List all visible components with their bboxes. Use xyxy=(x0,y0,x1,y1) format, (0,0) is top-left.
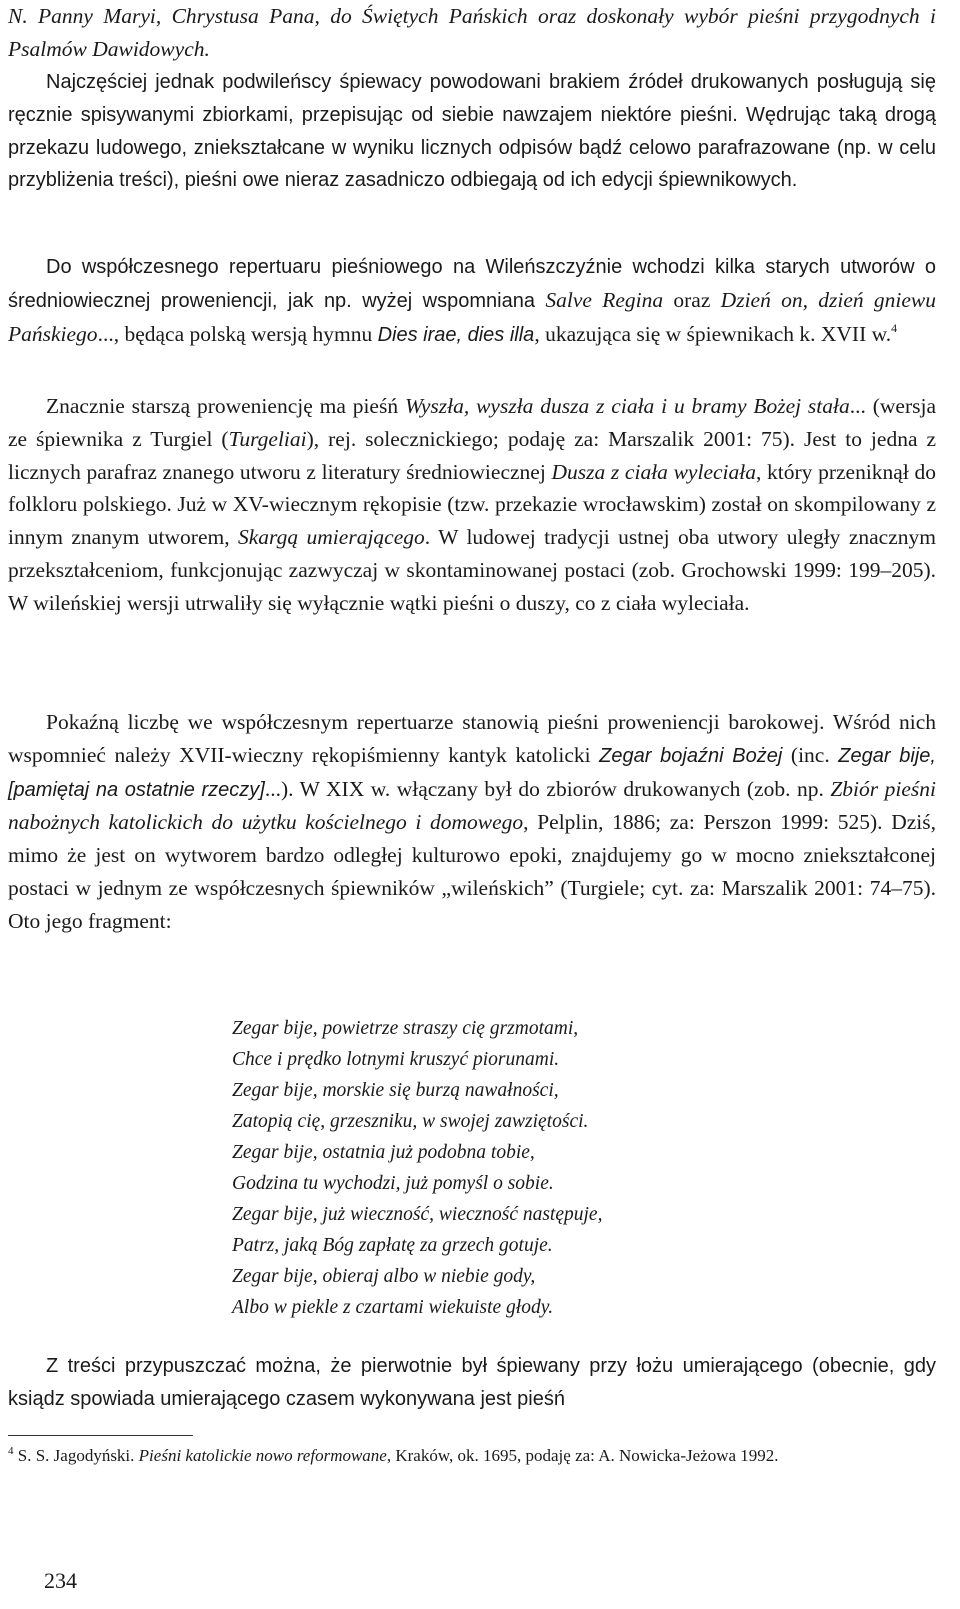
poem-line: Godzina tu wychodzi, już pomyśl o sobie. xyxy=(232,1173,554,1194)
paragraph-continuation xyxy=(8,0,936,66)
footnote-marker: 4 xyxy=(891,320,898,335)
paragraph-5 xyxy=(8,1350,936,1416)
paragraph-text: Z treści przypuszczać można, że pierwotnie był śpiewany przy łożu umierającego (obecnie, gdy ksiądz spowiada umierającego czasem wykonywana jest pieśń xyxy=(8,1355,936,1410)
paragraph-text: Do współczesnego repertuaru pieśniowego na Wileńszczyźnie wchodzi kilka starych utworów o średniowiecznej proweniencji, jak np. wyżej wspomniana xyxy=(8,256,936,312)
italic-title: Salve Regina xyxy=(545,287,664,312)
paragraph-text: . W ludowej tradycji ustnej oba utwory uległy znacznym przekształceniom, funkcjonując zazwyczaj w skontaminowanej postaci (zob. Grochowski 1999: 199–205). W wileńskiej wersji utrwaliły się wyłącznie wątki pieśni o duszy, co z ciała wyleciała. xyxy=(8,525,936,615)
paragraph-text: Znacznie starszą proweniencję ma pieśń xyxy=(46,394,405,418)
poem-line: Zegar bije, morskie się burzą nawałności, xyxy=(232,1080,559,1101)
poem-line: Zegar bije, ostatnia już podobna tobie, xyxy=(232,1142,535,1163)
paragraph-4 xyxy=(8,706,936,938)
poem-line: Zatopią cię, grzeszniku, w swojej zawziętości. xyxy=(232,1111,589,1132)
paragraph-text: ), rej. solecznickiego; podaję za: Marszalik 2001: 75). Jest to jedna z licznych parafraz znanego utworu z literatury średniowiecznej xyxy=(8,426,936,484)
paragraph-1 xyxy=(8,66,936,197)
paragraph-text: , ukazująca się w śpiewnikach k. XVII w. xyxy=(534,321,892,346)
poem-line: Zegar bije, obieraj albo w niebie gody, xyxy=(232,1266,536,1287)
poem-line: Zegar bije, już wieczność, wieczność następuje, xyxy=(232,1204,603,1225)
paragraph-text: Najczęściej jednak podwileńscy śpiewacy powodowani brakiem źródeł drukowanych posługują się ręcznie spisywanymi zbiorkami, przepisując od siebie nawzajem niektóre pieśni. xyxy=(8,71,936,126)
poem-line: Albo w piekle z czartami wiekuiste głody. xyxy=(232,1297,554,1318)
italic-title: Zegar bojaźni Bożej xyxy=(599,744,783,767)
paragraph-text: ...). W XIX w. włączany był do zbiorów drukowanych (zob. np. xyxy=(264,776,831,801)
paragraph-text: Wędrując taką drogą przekazu ludowego, zniekształcane w wyniku licznych odpisów bądź celowo parafrazowane (np. w celu przybliżenia treści), pieśni owe nieraz zasadniczo odbiegają od ich edycji śpiewnikowych. xyxy=(8,103,936,192)
footnote-text: S. S. Jagodyński. xyxy=(13,1446,139,1465)
paragraph-text: , Pelplin, 1886; za: Perszon 1999: 525). Dziś, mimo że jest on wytworem bardzo odległej kulturowo epoki, znajdujemy go w mocno zniekształconej postaci w jednym ze współczesnych śpiewników „wileńskich” (Turgiele; cyt. za: Marszalik 2001: 74–75). Oto jego fragment: xyxy=(8,810,936,933)
poem-line: Zegar bije, powietrze straszy cię grzmotami, xyxy=(232,1018,579,1039)
poem-line: Patrz, jaką Bóg zapłatę za grzech gotuje. xyxy=(232,1235,553,1256)
paragraph-text: Pokaźną liczbę we współczesnym repertuarze stanowią pieśni proweniencji barokowej. Wśród nich wspomnieć należy XVII-wieczny rękopiśmienny kantyk katolicki xyxy=(8,710,936,767)
italic-title: Zbiór pieśni nabożnych katolickich do użytku kościelnego i domowego xyxy=(8,776,936,835)
italic-title: Skargą umierającego xyxy=(238,525,425,550)
paragraph-3 xyxy=(8,390,936,620)
italic-title: Dzień on, dzień gniewu Pańskiego xyxy=(8,287,937,346)
paragraph-text: , który przeniknął do folkloru polskiego. Już w XV-wiecznym rękopisie (tzw. przekazie wrocławskim) został on skompilowany z innym znanym utworem, xyxy=(8,459,936,550)
paragraph-text: (inc. xyxy=(782,742,839,767)
poem-quote xyxy=(232,1013,792,1323)
italic-title: Turgeliai xyxy=(228,426,307,451)
paragraph-text: ... (wersja ze śpiewnika z Turgiel ( xyxy=(8,394,936,451)
footnote xyxy=(8,1442,936,1470)
paragraph-text: oraz xyxy=(663,287,721,312)
footnote-number: 4 xyxy=(8,1445,14,1457)
italic-title: Wyszła, wyszła dusza z ciała i u bramy Bożej stała xyxy=(404,394,850,418)
paragraph-text: ..., będąca polską wersją hymnu xyxy=(97,321,378,346)
italic-title: Dies irae, dies illa xyxy=(377,323,535,346)
poem-line: Chce i prędko lotnymi kruszyć piorunami. xyxy=(232,1049,560,1070)
footnote-text: , Kraków, ok. 1695, podaję za: A. Nowicka-Jeżowa 1992. xyxy=(386,1446,779,1465)
page-number: 234 xyxy=(44,1568,77,1593)
italic-title: Pieśni katolickie nowo reformowane xyxy=(138,1446,387,1465)
italic-title: Dusza z ciała wyleciała xyxy=(551,459,756,484)
italic-title: Zegar bije, [pamiętaj na ostatnie rzeczy] xyxy=(8,744,936,801)
paragraph-2 xyxy=(8,250,936,351)
paragraph-text: N. Panny Maryi, Chrystusa Pana, do Świętych Pańskich oraz doskonały wybór pieśni przygodnych i Psalmów Dawidowych. xyxy=(8,4,936,61)
footnote-divider xyxy=(8,1435,193,1436)
